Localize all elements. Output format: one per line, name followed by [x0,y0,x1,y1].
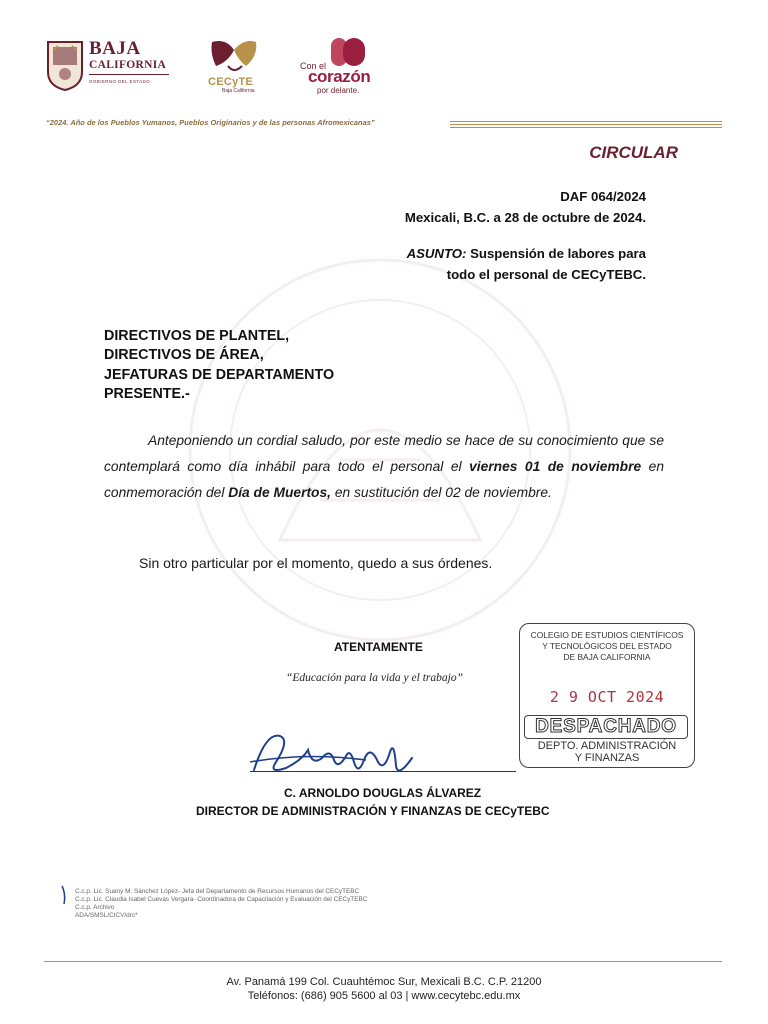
signer-name: C. ARNOLDO DOUGLAS ÁLVAREZ [284,786,482,800]
received-stamp [519,623,695,768]
cc-line: C.c.p. Archivo [75,904,115,911]
cc-line: ADA/SMSL/CICV/drc* [75,912,138,919]
state-shield-icon [46,38,84,92]
cc-list [75,888,367,920]
addressee-line: PRESENTE.- [104,385,190,402]
cc-line: C.c.p. Lic. Claudia Isabel Cuevas Vergara- Coordinadora de Capacitación y Evaluación del CECyTEBC [75,896,368,903]
reference-number: DAF 064/2024 [560,189,646,204]
body-text-1: Anteponiendo un cordial saludo, por este medio se hace de su conocimiento que se contemplará como día inhábil para todo el personal el [104,433,664,475]
cecyte-logo-name: CECyTE [208,76,254,88]
body-highlight-date: viernes 01 de noviembre [469,459,642,475]
stamp-dept-line: Y FINANZAS [574,752,640,764]
body-text-3: en sustitución del 02 de noviembre. [334,485,552,501]
addressee-line: DIRECTIVOS DE PLANTEL, [104,328,290,344]
banner-divider [450,121,722,129]
document-type: CIRCULAR [589,143,678,162]
closing-line: Sin otro particular por el momento, quedo a sus órdenes. [139,555,493,571]
footer [0,976,768,1003]
institutional-motto: “Educación para la vida y el trabajo” [286,672,463,684]
footer-address: Av. Panamá 199 Col. Cuauhtémoc Sur, Mexicali B.C. C.P. 21200 [226,976,542,988]
footer-divider [44,961,722,962]
corazon-logo-top: Con el [300,61,327,71]
subject-label: ASUNTO: [406,246,467,261]
place-date: Mexicali, B.C. a 28 de octubre de 2024. [404,210,646,225]
stamp-status: DESPACHADO [524,715,688,739]
subject-line-1: Suspensión de labores para [470,246,646,261]
stamp-inst-line: DE BAJA CALIFORNIA [563,652,651,662]
addressee-line: JEFATURAS DE DEPARTAMENTO [104,366,335,383]
stamp-institution [520,630,694,663]
signature-line [250,771,516,772]
cc-check-mark-icon [60,884,70,906]
year-banner: “2024. Año de los Pueblos Yumanos, Pueblos Originarios y de las personas Afromexicanas” [46,118,375,127]
heart-shape-icon [327,36,371,66]
stamp-dept-line: DEPTO. ADMINISTRACIÓN [537,740,677,752]
corazon-logo-main: corazón [308,67,371,86]
bc-logo-divider [89,74,169,75]
baja-california-logo [46,38,186,96]
atentamente-label: ATENTAMENTE [334,640,423,654]
signer-title: DIRECTOR DE ADMINISTRACIÓN Y FINANZAS DE CECyTEBC [196,804,550,818]
subject-line-2: todo el personal de CECyTEBC. [446,267,646,282]
addressee-block [104,327,334,404]
body-highlight-holiday: Día de Muertos, [228,485,331,501]
footer-contact: Teléfonos: (686) 905 5600 al 03 | www.cecytebc.edu.mx [247,989,521,1002]
bc-logo-tagline: GOBIERNO DEL ESTADO [89,79,151,84]
addressee-line: DIRECTIVOS DE ÁREA, [104,347,264,364]
body-text-2: en conmemoración del [104,459,664,501]
stamp-date: 2 9 OCT 2024 [549,688,665,706]
stamp-inst-line: COLEGIO DE ESTUDIOS CIENTÍFICOS [530,630,684,640]
cecyte-logo-sub: Baja California [222,88,255,94]
handwritten-signature [246,722,426,782]
stamp-inst-line: Y TECNOLÓGICOS DEL ESTADO [542,641,672,651]
cecyte-logo [200,36,268,98]
body-paragraph [104,428,664,507]
stamp-department [520,740,694,764]
corazon-logo [297,36,387,98]
bc-logo-title: BAJA [89,38,141,59]
cc-line: C.c.p. Lic. Suany M. Sánchez López- Jefa del Departamento de Recursos Humanos del CECyTEBC [75,888,360,895]
corazon-logo-bottom: por delante. [317,86,360,95]
subject-block [407,243,646,285]
cecyte-mark-icon [206,36,262,76]
reference-block [405,186,646,228]
bc-logo-subtitle: CALIFORNIA [89,59,167,71]
